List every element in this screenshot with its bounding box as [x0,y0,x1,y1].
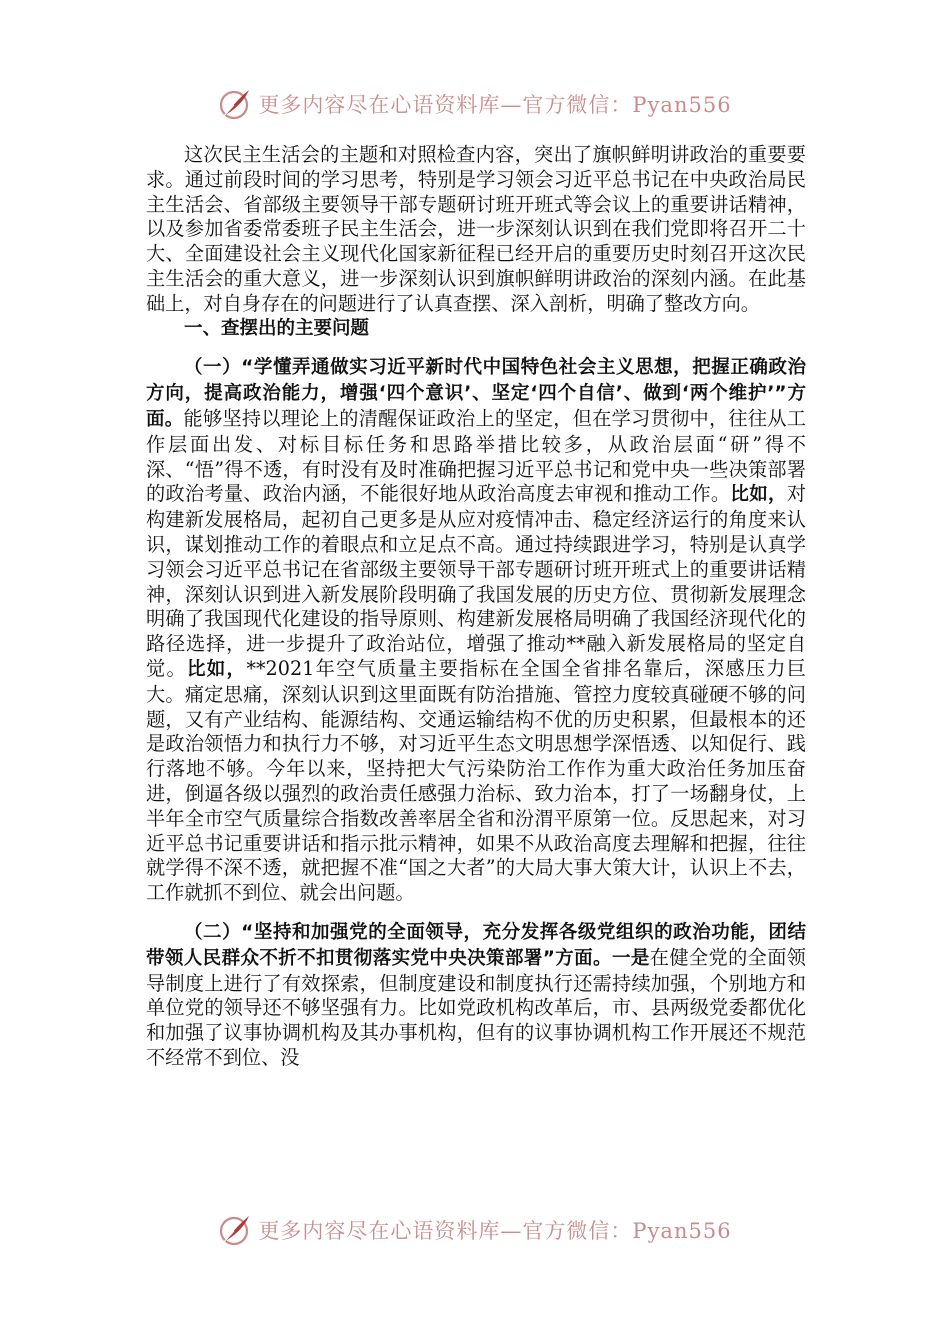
item-2-label-1: 一是 [611,947,650,969]
item-1-label-2: 比如， [186,658,247,680]
item-1-text-2: 对构建新发展格局，起初自己更多是从应对疫情冲击、稳定经济运行的角度来认识，谋划推动工作的着眼点和立足点不高。通过持续跟进学习，特别是认真学习领会习近平总书记在省部级主要领导干部专题研讨班开班式上的重要讲话精神，深刻认识到进入新发展阶段明确了我国发展的历史方位、贯彻新发展理念明确了我国现代化建设的指导原则、构建新发展格局明确了我国经济现代化的路径选择，进一步提升了政治站位，增强了推动**融入新发展格局的坚定自觉。 [146,482,806,680]
watermark-banner-bottom [0,1210,950,1250]
section-heading: 一、查摆出的主要问题 [184,317,370,339]
item-2-title: （二）“坚持和加强党的全面领导，充分发挥各级党组织的政治功能，团结带领人民群众不折不扣贯彻落实党中央决策部署”方面。 [146,921,806,969]
item-1-paragraph [146,355,806,906]
intro-paragraph: 这次民主生活会的主题和对照检查内容，突出了旗帜鲜明讲政治的重要要求。通过前段时间的学习思考，特别是学习领会习近平总书记在中央政治局民主生活会、省部级主要领导干部专题研讨班开班式等会议上的重要讲话精神，以及参加省委常委班子民主生活会，进一步深刻认识到在我们党即将召开二十大、全面建设社会主义现代化国家新征程已经开启的重要历史时刻召开这次民主生活会的重大意义，进一步深刻认识到旗帜鲜明讲政治的深刻内涵。在此基础上，对自身存在的问题进行了认真查摆、深入剖析，明确了整改方向。 [146,143,806,315]
watermark-banner-top [0,84,950,124]
item-1-title: （一）“学懂弄通做实习近平新时代中国特色社会主义思想，把握正确政治方向，提高政治能力，增强‘四个意识’、坚定‘四个自信’、做到‘两个维护’”方面。 [146,357,806,430]
document-body [146,143,806,1071]
watermark-text: 更多内容尽在心语资料库—官方微信：Pyan556 [258,1219,732,1243]
item-1-label-1: 比如， [730,484,787,506]
item-2-text-1: 在健全党的全面领导制度上进行了有效探索，但制度建设和制度执行还需持续加强，个别地方和单位党的领导还不够坚强有力。比如党政机构改革后，市、县两级党委都优化和加强了议事协调机构及其办事机构，但有的议事协调机构工作开展还不规范不经常不到位、没 [146,945,806,1069]
item-2-paragraph [146,920,806,1071]
item-1-text-3: **2021年空气质量主要指标在全国全省排名靠后，深感压力巨大。痛定思痛，深刻认识到这里面既有防治措施、管控力度较真碰硬不够的问题，又有产业结构、能源结构、交通运输结构不优的历史积累，但最根本的还是政治领悟力和执行力不够，对习近平生态文明思想学深悟透、以知促行、践行落地不够。今年以来，坚持把大气污染防治工作作为重大政治任务加压奋进，倒逼各级以强烈的政治责任感强力治标、致力治本，打了一场翻身仗，上半年全市空气质量综合指数改善率居全省和汾渭平原第一位。反思起来，对习近平总书记重要讲话和指示批示精神，如果不从政治高度去理解和把握，往往就学得不深不透，就把握不准“国之大者”的大局大事大策大计，认识上不去，工作就抓不到位、就会出问题。 [146,656,806,905]
quill-pen-logo-icon [218,1213,252,1247]
item-1-text-1: 能够坚持以理论上的清醒保证政治上的坚定，但在学习贯彻中，往往从工作层面出发、对标目标任务和思路举措比较多，从政治层面“研”得不深、“悟”得不透，有时没有及时准确把握习近平总书记和党中央一些决策部署的政治考量、政治内涵，不能很好地从政治高度去审视和推动工作。 [146,406,806,506]
quill-pen-logo-icon [218,87,252,121]
watermark-text: 更多内容尽在心语资料库—官方微信：Pyan556 [258,93,732,117]
